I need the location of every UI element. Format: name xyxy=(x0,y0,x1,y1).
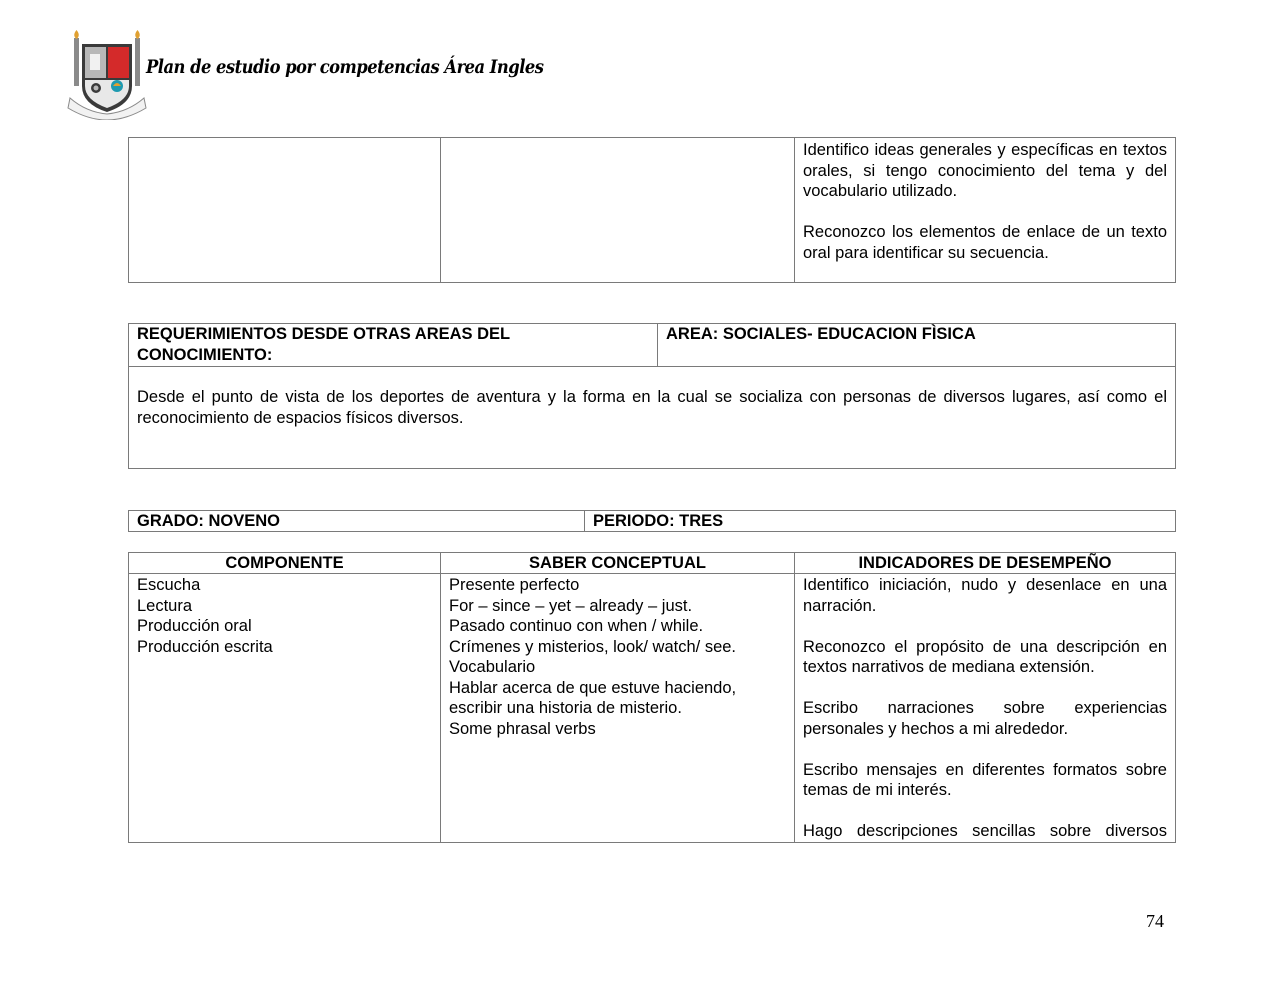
table-row xyxy=(129,138,1176,283)
table-header-row xyxy=(129,553,1176,574)
componente-item: Producción escrita xyxy=(137,637,273,656)
requirements-description: Desde el punto de vista de los deportes de aventura y la forma en la cual se socializa con personas de diversos lugares, así como el reconocimiento de espacios físicos diversos. xyxy=(129,367,1176,469)
empty-cell-componente xyxy=(129,138,441,283)
saber-item: Vocabulario xyxy=(449,658,536,676)
indicator-text: Identifico ideas generales y específicas en textos orales, si tengo conocimiento del tema y del vocabulario utilizado. xyxy=(803,141,1167,200)
saber-item: Pasado continuo con when / while. xyxy=(449,617,704,635)
indicador-item: Reconozco el propósito de una descripción en textos narrativos de mediana extensión. xyxy=(803,637,1167,676)
saber-item: Hablar acerca de que estuve haciendo, escribir una historia de misterio. xyxy=(449,678,737,717)
document-title: Plan de estudio por competencias Área Ingles xyxy=(146,56,544,78)
saber-item: Crímenes y misterios, look/ watch/ see. xyxy=(449,637,737,656)
grade-label: GRADO: NOVENO xyxy=(129,511,585,532)
indicador-item: Hago descripciones sencillas sobre diversos xyxy=(803,822,1167,840)
page-number: 74 xyxy=(1146,911,1164,931)
saber-item: Presente perfecto xyxy=(449,576,580,594)
requirements-table xyxy=(128,323,1176,469)
indicator-text: Reconozco los elementos de enlace de un texto oral para identificar su secuencia. xyxy=(803,223,1167,262)
curriculum-table xyxy=(128,552,1176,843)
table-row xyxy=(129,511,1176,532)
indicador-item: Escribo mensajes en diferentes formatos sobre temas de mi interés. xyxy=(803,760,1167,799)
grade-period-table xyxy=(128,510,1176,532)
period-label: PERIODO: TRES xyxy=(585,511,1176,532)
componentes-cell xyxy=(129,574,441,843)
empty-cell-saber xyxy=(441,138,795,283)
table-row xyxy=(129,324,1176,367)
column-header-componente: COMPONENTE xyxy=(129,553,441,574)
componente-item: Producción oral xyxy=(137,617,252,635)
componente-item: Escucha xyxy=(137,576,201,594)
column-header-saber-conceptual: SABER CONCEPTUAL xyxy=(441,553,795,574)
table-row xyxy=(129,574,1176,843)
saber-item: For – since – yet – already – just. xyxy=(449,596,693,615)
saber-item: Some phrasal verbs xyxy=(449,719,596,738)
indicador-item: Escribo narraciones sobre experiencias personales y hechos a mi alrededor. xyxy=(803,699,1167,738)
indicadores-cell xyxy=(795,574,1176,843)
indicators-cell xyxy=(795,138,1176,283)
area-header: AREA: SOCIALES- EDUCACION FÌSICA xyxy=(658,324,1176,367)
saber-conceptual-cell xyxy=(441,574,795,843)
table-row xyxy=(129,367,1176,469)
column-header-indicadores: INDICADORES DE DESEMPEÑO xyxy=(795,553,1176,574)
school-crest-icon xyxy=(66,28,150,120)
componente-item: Lectura xyxy=(137,596,193,615)
indicador-item: Identifico iniciación, nudo y desenlace en una narración. xyxy=(803,576,1167,615)
requirements-header: REQUERIMIENTOS DESDE OTRAS AREAS DEL CONOCIMIENTO: xyxy=(129,324,658,367)
indicators-continuation-table xyxy=(128,137,1176,283)
